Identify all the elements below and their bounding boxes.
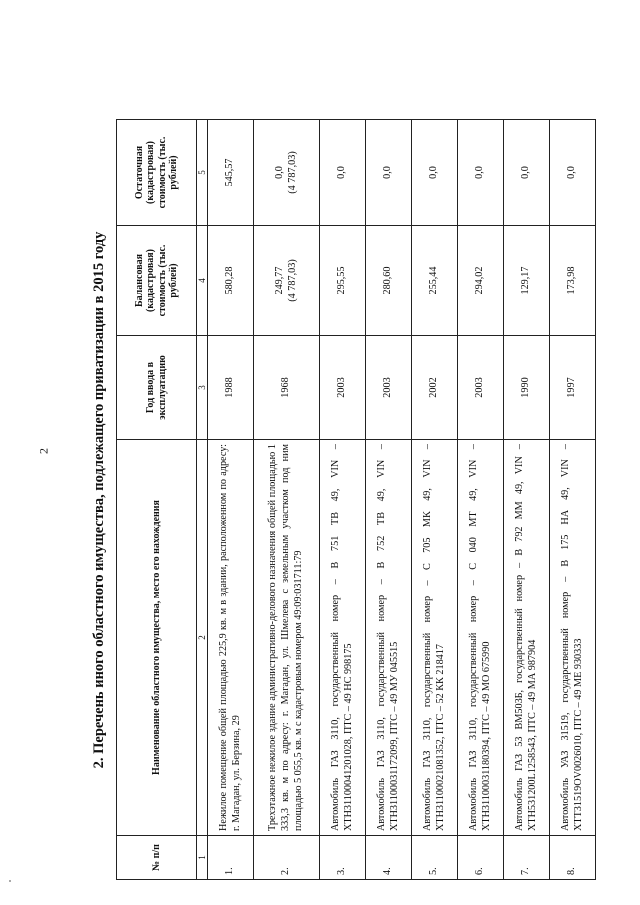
commission-year: 2003 bbox=[458, 336, 504, 440]
residual-value bbox=[320, 120, 366, 226]
residual-amount: 0,0 bbox=[428, 166, 440, 179]
commission-year: 1968 bbox=[254, 336, 320, 440]
residual-value bbox=[550, 120, 596, 226]
commission-year: 1990 bbox=[504, 336, 550, 440]
row-number: 6. bbox=[458, 836, 504, 880]
balance-value bbox=[366, 226, 412, 336]
property-name: Автомобиль УАЗ 31519, государственный номер – В 175 НА 49, VIN – ХТТ31519ОV0026010, ПТС – 49 МЕ 930333 bbox=[550, 440, 596, 836]
balance-value bbox=[254, 226, 320, 336]
property-name: Автомобиль ГАЗ 3110, государственный номер – С 705 МК 49, VIN – ХТН31100021081352, ПТС – 52 КК 218417 bbox=[412, 440, 458, 836]
property-name: Автомобиль ГАЗ 3110, государственный номер – С 040 МТ 49, VIN – ХТН31100031180394, ПТС – 49 МО 675990 bbox=[458, 440, 504, 836]
residual-cadastral: (4 787,03) bbox=[286, 151, 298, 194]
property-name: Автомобиль ГАЗ 3110, государственный номер – В 752 ТВ 49, VIN – ХТН31100031172099, ПТС – 49 МУ 045515 bbox=[366, 440, 412, 836]
balance-value bbox=[412, 226, 458, 336]
residual-value bbox=[504, 120, 550, 226]
commission-year: 2002 bbox=[412, 336, 458, 440]
residual-value bbox=[254, 120, 320, 226]
residual-amount: 0,0 bbox=[520, 166, 532, 179]
header-year: Год ввода в эксплуатацию bbox=[117, 336, 197, 440]
page-number: 2 bbox=[36, 448, 51, 454]
property-table bbox=[116, 119, 596, 880]
balance-value bbox=[208, 226, 254, 336]
header-residual: Остаточная (кадастровая) стоимость (тыс. рублей) bbox=[117, 120, 197, 226]
column-number: 5 bbox=[197, 120, 208, 226]
commission-year: 1997 bbox=[550, 336, 596, 440]
row-number: 3. bbox=[320, 836, 366, 880]
residual-amount: 0,0 bbox=[336, 166, 348, 179]
residual-value bbox=[412, 120, 458, 226]
commission-year: 2003 bbox=[366, 336, 412, 440]
table-row bbox=[320, 120, 366, 880]
column-number: 1 bbox=[197, 836, 208, 880]
header-name: Наименование областного имущества, место его нахождения bbox=[117, 440, 197, 836]
residual-amount: 0,0 bbox=[474, 166, 486, 179]
row-number: 1. bbox=[208, 836, 254, 880]
balance-amount: 129,17 bbox=[520, 266, 532, 295]
balance-amount: 580,28 bbox=[224, 266, 236, 295]
table-row bbox=[504, 120, 550, 880]
column-number: 3 bbox=[197, 336, 208, 440]
table-row bbox=[208, 120, 254, 880]
table-row bbox=[366, 120, 412, 880]
document-title: 2. Перечень иного областного имущества, подлежащего приватизации в 2015 году bbox=[91, 231, 107, 769]
balance-amount: 294,02 bbox=[474, 266, 486, 295]
residual-amount: 0,0 bbox=[566, 166, 578, 179]
table-row bbox=[412, 120, 458, 880]
balance-amount: 255,44 bbox=[428, 266, 440, 295]
column-number-row bbox=[197, 120, 208, 880]
balance-value bbox=[550, 226, 596, 336]
property-name: Нежилое помещение общей площадью 225,9 кв. м в здании, расположенном по адресу: г. Магадан, ул. Берзина, 29 bbox=[208, 440, 254, 836]
table-row bbox=[550, 120, 596, 880]
balance-value bbox=[320, 226, 366, 336]
balance-amount: 249,77 bbox=[273, 266, 285, 295]
residual-amount: 545,57 bbox=[224, 158, 236, 187]
table-header-row bbox=[117, 120, 197, 880]
residual-value bbox=[208, 120, 254, 226]
column-number: 4 bbox=[197, 226, 208, 336]
balance-value bbox=[504, 226, 550, 336]
residual-amount: 0,0 bbox=[273, 166, 285, 179]
residual-amount: 0,0 bbox=[382, 166, 394, 179]
row-number: 8. bbox=[550, 836, 596, 880]
balance-value bbox=[458, 226, 504, 336]
table-row bbox=[458, 120, 504, 880]
balance-amount: 173,98 bbox=[566, 266, 578, 295]
row-number: 7. bbox=[504, 836, 550, 880]
rotated-page-content bbox=[84, 120, 594, 880]
header-balance: Балансовая (кадастровая) стоимость (тыс. рублей) bbox=[117, 226, 197, 336]
property-name: Автомобиль ГАЗ 53 ВМ503Б, государственный номер – В 792 ММ 49, VIN – ХТН531200L1258543, ПТС – 49 МА 987904 bbox=[504, 440, 550, 836]
header-number: № п/п bbox=[117, 836, 197, 880]
table-row bbox=[254, 120, 320, 880]
balance-amount: 280,60 bbox=[382, 266, 394, 295]
commission-year: 2003 bbox=[320, 336, 366, 440]
row-number: 4. bbox=[366, 836, 412, 880]
residual-value bbox=[458, 120, 504, 226]
residual-value bbox=[366, 120, 412, 226]
commission-year: 1988 bbox=[208, 336, 254, 440]
balance-cadastral: (4 787,03) bbox=[286, 259, 298, 302]
row-number: 2. bbox=[254, 836, 320, 880]
column-number: 2 bbox=[197, 440, 208, 836]
row-number: 5. bbox=[412, 836, 458, 880]
scan-speck bbox=[9, 880, 11, 882]
balance-amount: 295,55 bbox=[336, 266, 348, 295]
property-name: Трехэтажное нежилое здание административно-делового назначения общей площадью 1 333,3 кв. м по адресу: г. Магадан, ул. Шмелева с земельным участком под ним площадью 5 055,5 кв. м с кадастровым номером 49:09:031711:79 bbox=[254, 440, 320, 836]
property-name: Автомобиль ГАЗ 3110, государственный номер – В 751 ТВ 49, VIN – ХТН31100041201028, ПТС – 49 НС 998175 bbox=[320, 440, 366, 836]
